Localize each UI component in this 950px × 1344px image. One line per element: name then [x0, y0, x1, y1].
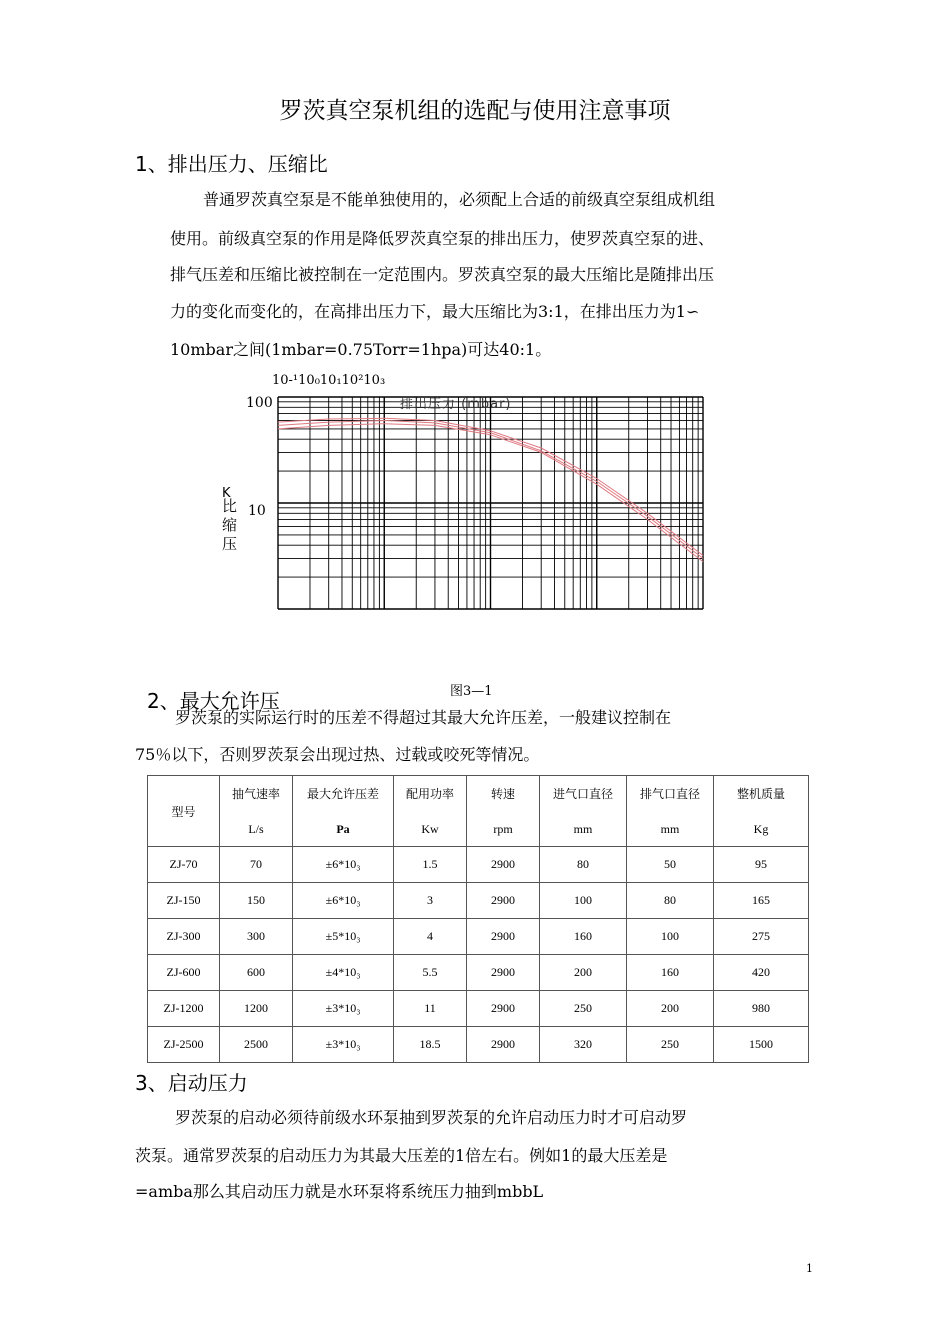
- table-header-cell: 排气口直径 mm: [627, 776, 714, 847]
- table-cell: 3: [394, 883, 467, 919]
- chart-top-axis-label: 10-¹10₀10₁10²10₃: [272, 373, 386, 388]
- table-cell: ZJ-150: [148, 883, 220, 919]
- table-cell: 320: [540, 1027, 627, 1063]
- table-cell: 80: [627, 883, 714, 919]
- table-cell: 2900: [467, 991, 540, 1027]
- y-axis-label-char: 压: [222, 535, 238, 553]
- y-axis-label-char: K: [222, 486, 231, 501]
- table-cell: 165: [714, 883, 809, 919]
- y-axis-label-char: 比: [222, 497, 238, 515]
- table-cell: 11: [394, 991, 467, 1027]
- y-tick-label: 10: [248, 503, 266, 519]
- section-3-line: 罗茨泵的启动必须待前级水环泵抽到罗茨泵的允许启动压力时才可启动罗: [175, 1108, 688, 1127]
- section-3-line: =amba那么其启动压力就是水环泵将系统压力抽到mbbL: [135, 1182, 544, 1201]
- table-cell: ZJ-600: [148, 955, 220, 991]
- table-header-cell: 进气口直径 mm: [540, 776, 627, 847]
- table-cell: 2900: [467, 955, 540, 991]
- table-cell: ZJ-1200: [148, 991, 220, 1027]
- pump-spec-table: [147, 775, 809, 1063]
- table-cell: 420: [714, 955, 809, 991]
- table-cell: 250: [627, 1027, 714, 1063]
- table-cell: 2900: [467, 847, 540, 883]
- table-cell: 2900: [467, 1027, 540, 1063]
- table-cell: 160: [627, 955, 714, 991]
- page-number: 1: [806, 1262, 813, 1275]
- table-cell: 5.5: [394, 955, 467, 991]
- table-cell: ZJ-300: [148, 919, 220, 955]
- table-cell: 18.5: [394, 1027, 467, 1063]
- table-cell: ±4*10₃: [293, 955, 394, 991]
- table-cell: ±3*10₃: [293, 991, 394, 1027]
- section-2-line: 罗茨泵的实际运行时的压差不得超过其最大允许压差，一般建议控制在: [175, 708, 672, 727]
- table-cell: 1.5: [394, 847, 467, 883]
- y-tick-label: 100: [246, 395, 273, 411]
- table-row: [148, 1027, 809, 1063]
- table-cell: 1500: [714, 1027, 809, 1063]
- table-cell: ±6*10₃: [293, 883, 394, 919]
- table-cell: 2900: [467, 919, 540, 955]
- table-cell: 160: [540, 919, 627, 955]
- section-1-heading: 1、排出压力、压缩比: [135, 152, 328, 176]
- table-cell: ±6*10₃: [293, 847, 394, 883]
- section-1-line: 10mbar之间(1mbar=0.75Torr=1hpa)可达40:1。: [170, 340, 552, 359]
- table-cell: 300: [220, 919, 293, 955]
- table-cell: 70: [220, 847, 293, 883]
- compression-ratio-chart: [200, 385, 720, 625]
- table-cell: 150: [220, 883, 293, 919]
- table-cell: 200: [540, 955, 627, 991]
- table-header-cell: 最大允许压差 Pa: [293, 776, 394, 847]
- table-cell: 250: [540, 991, 627, 1027]
- figure-caption: 图3—1: [450, 684, 493, 699]
- table-header-row: [148, 776, 809, 847]
- table-cell: 600: [220, 955, 293, 991]
- table-cell: 275: [714, 919, 809, 955]
- y-axis-label-char: 缩: [222, 516, 238, 534]
- table-row: [148, 991, 809, 1027]
- table-cell: ZJ-70: [148, 847, 220, 883]
- page-title: 罗茨真空泵机组的选配与使用注意事项: [279, 98, 671, 124]
- table-cell: 4: [394, 919, 467, 955]
- table-row: [148, 847, 809, 883]
- section-1-line: 力的变化而变化的，在高排出压力下，最大压缩比为3:1，在排出压力为1∽: [170, 302, 700, 321]
- table-cell: 200: [627, 991, 714, 1027]
- section-2-line: 75％以下，否则罗茨泵会出现过热、过载或咬死等情况。: [135, 745, 540, 764]
- table-header-cell: 抽气速率 L/s: [220, 776, 293, 847]
- table-cell: 50: [627, 847, 714, 883]
- section-1-line: 使用。前级真空泵的作用是降低罗茨真空泵的排出压力，使罗茨真空泵的进、: [170, 229, 715, 248]
- section-1-line: 普通罗茨真空泵是不能单独使用的，必须配上合适的前级真空泵组成机组: [203, 190, 716, 209]
- chart-title: 排出压力 (mbar): [400, 397, 512, 412]
- chart-grid: [278, 397, 703, 609]
- table-cell: ±3*10₃: [293, 1027, 394, 1063]
- table-header-cell: 转速 rpm: [467, 776, 540, 847]
- section-3-heading: 3、启动压力: [135, 1071, 248, 1095]
- table-row: [148, 955, 809, 991]
- table-cell: 1200: [220, 991, 293, 1027]
- table-header-cell: 整机质量 Kg: [714, 776, 809, 847]
- table-cell: ±5*10₃: [293, 919, 394, 955]
- table-cell: 2500: [220, 1027, 293, 1063]
- table-cell: 2900: [467, 883, 540, 919]
- table-row: [148, 883, 809, 919]
- table-cell: 980: [714, 991, 809, 1027]
- table-cell: 100: [627, 919, 714, 955]
- table-header-cell: 配用功率 Kw: [394, 776, 467, 847]
- section-3-line: 茨泵。通常罗茨泵的启动压力为其最大压差的1倍左右。例如1的最大压差是: [135, 1146, 668, 1165]
- table-row: [148, 919, 809, 955]
- table-cell: 100: [540, 883, 627, 919]
- table-cell: 95: [714, 847, 809, 883]
- table-cell: 80: [540, 847, 627, 883]
- table-cell: ZJ-2500: [148, 1027, 220, 1063]
- table-header-cell: 型号: [148, 776, 220, 847]
- section-2-heading: 2、最大允许压: [147, 689, 280, 713]
- section-1-line: 排气压差和压缩比被控制在一定范围内。罗茨真空泵的最大压缩比是随排出压: [170, 265, 715, 284]
